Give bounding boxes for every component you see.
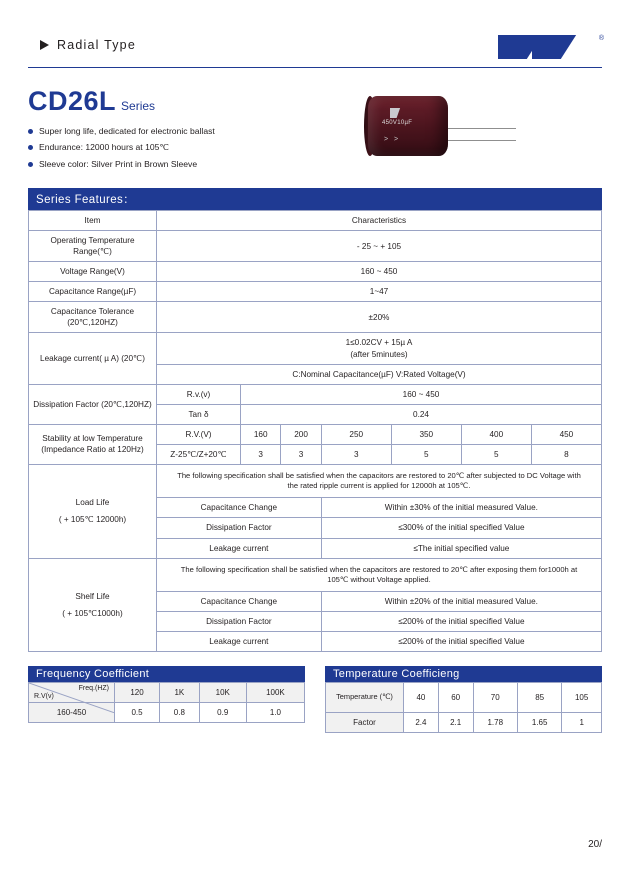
table-row	[29, 333, 602, 364]
freq-diagonal-header	[29, 683, 115, 703]
rv-axis-label: R.V(v)	[34, 693, 54, 701]
load-life-item-value: ≤300% of the initial specified Value	[321, 518, 601, 538]
specifications-table	[28, 210, 602, 652]
load-life-item-value: Within ±30% of the initial measured Value.	[321, 498, 601, 518]
temp-header-cell: 40	[404, 683, 439, 713]
shelf-life-subtitle: ( + 105℃1000h)	[62, 608, 123, 618]
table-row	[326, 713, 602, 733]
row-label-dissipation-factor: Dissipation Factor (20℃,120HZ)	[29, 384, 157, 424]
stability-ratio: 3	[241, 444, 281, 464]
page-header	[28, 22, 602, 68]
frequency-coefficient-block	[28, 666, 305, 733]
capacitor-body	[368, 96, 448, 156]
temperature-coefficient-table	[325, 682, 602, 733]
stability-voltage: 400	[461, 424, 531, 444]
bottom-tables	[28, 666, 602, 733]
stability-voltage: 200	[281, 424, 321, 444]
temp-row-label: Temperature (℃)	[326, 683, 404, 713]
col-header-item: Item	[29, 211, 157, 231]
feature-text: Endurance: 12000 hours at 105℃	[39, 142, 170, 152]
stability-sub-label-ratio: Z-25℃/Z+20℃	[157, 444, 241, 464]
lead-wire-1	[444, 128, 516, 129]
capacitor-polarity-icon: > >	[384, 136, 401, 143]
row-value-capacitance-tolerance: ±20%	[157, 302, 602, 333]
series-word: Series	[121, 99, 156, 113]
table-row	[29, 262, 602, 282]
stability-voltage: 160	[241, 424, 281, 444]
row-value-leakage-current	[157, 333, 602, 364]
stability-voltage: 250	[321, 424, 391, 444]
load-life-title: Load Life	[75, 498, 110, 508]
temp-header-cell: 70	[473, 683, 517, 713]
temp-header-cell: 105	[562, 683, 602, 713]
row-label-operating-temperature: Operating Temperature Range(℃)	[29, 231, 157, 262]
freq-value-cell: 1.0	[246, 703, 304, 723]
factor-value-cell: 1.78	[473, 713, 517, 733]
factor-value-cell: 1	[562, 713, 602, 733]
shelf-life-item-name: Leakage current	[157, 632, 322, 652]
load-life-item-name: Leakage current	[157, 538, 322, 558]
factor-value-cell: 1.65	[517, 713, 561, 733]
load-life-item-name: Dissipation Factor	[157, 518, 322, 538]
page-number: 20/	[588, 839, 602, 850]
frequency-coefficient-title: Frequency Coefficient	[28, 666, 305, 682]
temperature-coefficient-block	[325, 666, 602, 733]
brand-logo	[492, 35, 602, 61]
table-row	[29, 424, 602, 444]
shelf-life-item-name: Dissipation Factor	[157, 612, 322, 632]
row-label-capacitance-tolerance: Capacitance Tolerance (20℃,120HZ)	[29, 302, 157, 333]
registered-trademark-icon: ®	[598, 35, 604, 42]
freq-row-label: 160-450	[29, 703, 115, 723]
logo-mark-icon-2	[532, 35, 628, 59]
df-value-tan: 0.24	[241, 404, 602, 424]
row-label-leakage-current: Leakage current( µ A) (20℃)	[29, 333, 157, 384]
freq-value-cell: 0.9	[199, 703, 246, 723]
factor-value-cell: 2.1	[438, 713, 473, 733]
feature-text: Super long life, dedicated for electronic ballast	[39, 126, 215, 136]
bullet-dot-icon	[28, 129, 33, 134]
df-sub-label-tan: Tan δ	[157, 404, 241, 424]
table-row	[29, 683, 305, 703]
stability-voltage: 450	[531, 424, 601, 444]
row-label-stability-low-temp: Stability at low Temperature (Impedance Ratio at 120Hz)	[29, 424, 157, 464]
stability-ratio: 5	[391, 444, 461, 464]
bullet-dot-icon	[28, 162, 33, 167]
leakage-note: (after 5minutes)	[350, 349, 408, 359]
table-row	[29, 282, 602, 302]
leakage-legend: C:Nominal Capacitance(µF) V:Rated Voltage(V)	[157, 364, 602, 384]
freq-value-cell: 0.8	[160, 703, 200, 723]
bullet-dot-icon	[28, 145, 33, 150]
factor-row-label: Factor	[326, 713, 404, 733]
series-name: CD26L	[28, 86, 117, 116]
temp-header-cell: 85	[517, 683, 561, 713]
product-intro	[28, 86, 602, 178]
freq-header-cell: 1K	[160, 683, 200, 703]
table-row	[29, 384, 602, 404]
load-life-item-name: Capacitance Change	[157, 498, 322, 518]
row-value-voltage-range: 160 ~ 450	[157, 262, 602, 282]
table-row	[29, 231, 602, 262]
frequency-coefficient-table	[28, 682, 305, 723]
freq-axis-label: Freq.(HZ)	[78, 685, 109, 693]
page-root	[0, 22, 630, 872]
shelf-life-item-value: ≤200% of the initial specified Value	[321, 632, 601, 652]
freq-value-cell: 0.5	[115, 703, 160, 723]
stability-voltage: 350	[391, 424, 461, 444]
triangle-bullet-icon	[40, 40, 49, 50]
capacitor-logo-icon	[390, 108, 412, 118]
stability-sub-label-rv: R.V.(V)	[157, 424, 241, 444]
lead-wire-2	[444, 140, 516, 141]
df-sub-label-rv: R.v.(v)	[157, 384, 241, 404]
row-value-capacitance-range: 1~47	[157, 282, 602, 302]
col-header-characteristics: Characteristics	[157, 211, 602, 231]
row-label-voltage-range: Voltage Range(V)	[29, 262, 157, 282]
load-life-subtitle: ( + 105℃ 12000h)	[58, 515, 127, 525]
row-label-shelf-life	[29, 558, 157, 652]
table-row	[29, 302, 602, 333]
freq-header-cell: 10K	[199, 683, 246, 703]
stability-ratio: 3	[281, 444, 321, 464]
df-value-rv: 160 ~ 450	[241, 384, 602, 404]
capacitor-photo	[324, 88, 524, 166]
capacitor-rating-label: 450V10µF	[382, 120, 413, 126]
shelf-life-title: Shelf Life	[75, 591, 110, 601]
shelf-life-item-value: ≤200% of the initial specified Value	[321, 612, 601, 632]
header-title: Radial Type	[57, 37, 136, 52]
temperature-coefficient-title: Temperature Coefficieng	[325, 666, 602, 682]
row-label-load-life	[29, 464, 157, 558]
shelf-life-item-name: Capacitance Change	[157, 592, 322, 612]
stability-ratio: 8	[531, 444, 601, 464]
header-left	[28, 38, 136, 52]
freq-header-cell: 120	[115, 683, 160, 703]
section-title-series-features: Series Features：	[28, 188, 602, 210]
shelf-life-note: The following specification shall be satisfied when the capacitors are restored to 20℃ after exposing them for1000h at 105℃ without Voltage applied.	[157, 558, 602, 592]
table-row	[29, 558, 602, 592]
temp-header-cell: 60	[438, 683, 473, 713]
table-row	[29, 464, 602, 498]
shelf-life-item-value: Within ±20% of the initial measured Value.	[321, 592, 601, 612]
table-row-header	[29, 211, 602, 231]
load-life-item-value: ≤The initial specified value	[321, 538, 601, 558]
feature-text: Sleeve color: Silver Print in Brown Sleeve	[39, 159, 198, 169]
load-life-note: The following specification shall be satisfied when the capacitors are restored to 20℃ after subjected to DC Voltage with the rated ripple current is applied for 12000h at 105℃.	[157, 464, 602, 498]
factor-value-cell: 2.4	[404, 713, 439, 733]
freq-header-cell: 100K	[246, 683, 304, 703]
leakage-formula: 1≤0.02CV + 15µ A	[345, 338, 413, 348]
row-value-operating-temperature: - 25 ~ + 105	[157, 231, 602, 262]
logo-wrap	[498, 35, 602, 61]
stability-ratio: 5	[461, 444, 531, 464]
stability-ratio: 3	[321, 444, 391, 464]
table-row	[326, 683, 602, 713]
row-label-capacitance-range: Capacitance Range(µF)	[29, 282, 157, 302]
